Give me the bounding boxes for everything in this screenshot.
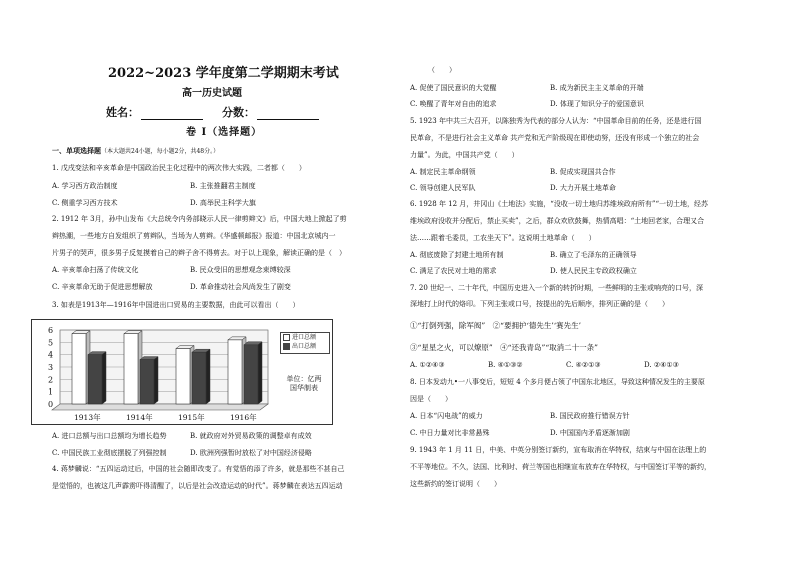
y-tick-label: 5 bbox=[48, 338, 54, 348]
q2-option-c[interactable]: C. 辛亥革命无助于促进思想解放 bbox=[52, 283, 153, 291]
q4-paren: （ ） bbox=[428, 66, 456, 74]
q1-option-b[interactable]: B. 主张推翻君主制度 bbox=[190, 182, 256, 190]
q7-line1: 7. 20 世纪一、二十年代，中国历史进入一个新的转折时期，一些鲜明的主张或响亮的口号，深 bbox=[410, 284, 704, 292]
q5-line3: 力量”。为此，中国共产党（ ） bbox=[410, 151, 519, 159]
q6-line3: 法……跟着毛委员，工农坐天下”。这说明土地革命（ ） bbox=[410, 234, 596, 242]
x-tick-label: 1916年 bbox=[230, 413, 257, 422]
x-tick-label: 1913年 bbox=[74, 413, 101, 422]
q2-line2: 辫热潮，一些地方自发组织了剪辫队，当场为人剪辫。《华盛顿邮报》报道：中国北京城内一 bbox=[52, 232, 336, 240]
q2-line3: 片男子的哭声，很多男子反复摸着自己的辫子舍不得剪去。对于以上现象，解读正确的是（ ） bbox=[52, 249, 346, 257]
q3-option-b[interactable]: B. 就政府对外贸易政策的调整卓有成效 bbox=[190, 432, 312, 440]
q8-option-a[interactable]: A. 日本“闪电战”的威力 bbox=[410, 412, 483, 420]
q6-option-d[interactable]: D. 使人民民主专政政权确立 bbox=[550, 267, 637, 275]
q4-option-d[interactable]: D. 体现了知识分子的爱国意识 bbox=[550, 100, 644, 108]
y-tick-label: 0 bbox=[48, 400, 54, 409]
legend-export-label: 出口总额 bbox=[292, 343, 317, 350]
bar-import bbox=[176, 349, 190, 405]
name-label: 姓名： bbox=[106, 106, 139, 119]
q3-option-d[interactable]: D. 欧洲列强暂时放松了对中国经济侵略 bbox=[190, 449, 312, 457]
bar-side bbox=[154, 357, 158, 404]
q1-option-d[interactable]: D. 高举民主科学大旗 bbox=[190, 199, 256, 207]
q9-line3: 这些新约的签订说明（ ） bbox=[410, 480, 501, 488]
q8-option-d[interactable]: D. 中国国内矛盾逐渐加剧 bbox=[550, 429, 630, 437]
trade-chart bbox=[31, 319, 333, 425]
name-field bbox=[106, 106, 203, 120]
q1-option-c[interactable]: C. 侧重学习西方技术 bbox=[52, 199, 118, 207]
x-tick-label: 1915年 bbox=[178, 413, 205, 422]
bar-side bbox=[206, 349, 210, 404]
bar-side bbox=[102, 352, 106, 404]
legend-swatch-import bbox=[283, 334, 290, 341]
q1-option-a[interactable]: A. 学习西方政治制度 bbox=[52, 182, 118, 190]
q2-option-b[interactable]: B. 民众受旧的思想观念束缚较深 bbox=[190, 266, 291, 274]
q3-option-c[interactable]: C. 中国民族工业彻底摆脱了列强控制 bbox=[52, 449, 167, 457]
y-tick-label: 1 bbox=[48, 387, 54, 397]
chart-unit bbox=[280, 375, 328, 393]
q4-line2: 是觉悟的，也被这几声霹雳吓得清醒了，以后是社会改造运动的时代”。蒋梦麟在表达五四运动 bbox=[52, 482, 343, 490]
q9-line2: 不平等地位。不久，法国、比利时、荷兰等国也相继宣布放弃在华特权，与中国签订平等的新约， bbox=[410, 463, 711, 471]
bar-import bbox=[124, 334, 138, 404]
bar-import bbox=[72, 334, 86, 404]
legend-import-label: 进口总额 bbox=[292, 334, 317, 341]
q8-line1: 8. 日本发动九•一八事变后，短短 4 个多月便占领了中国东北地区，导致这种情况发生的主要原 bbox=[410, 378, 705, 386]
section-heading bbox=[52, 146, 219, 156]
q6-option-c[interactable]: C. 满足了农民对土地的需求 bbox=[410, 267, 497, 275]
q4-option-b[interactable]: B. 成为新民主主义革命的开端 bbox=[550, 84, 644, 92]
exam-subtitle: 高一历史试题 bbox=[182, 88, 242, 99]
q5-option-c[interactable]: C. 领导创建人民军队 bbox=[410, 184, 476, 192]
q3-option-a[interactable]: A. 进口总额与出口总额均为增长趋势 bbox=[52, 432, 167, 440]
legend-export bbox=[283, 342, 329, 351]
bar-export bbox=[88, 355, 102, 404]
score-label: 分数： bbox=[222, 106, 255, 119]
y-tick-label: 2 bbox=[48, 375, 54, 385]
q4-option-a[interactable]: A. 促使了国民意识的大觉醒 bbox=[410, 84, 497, 92]
q7-option-a[interactable]: A. ①②④③ bbox=[410, 361, 445, 369]
score-blank[interactable] bbox=[257, 108, 319, 120]
q8-option-c[interactable]: C. 中日力量对比非常悬殊 bbox=[410, 429, 490, 437]
q6-line1: 6. 1928 年 12 月，井冈山《土地法》实施，“没收一切土地归苏维埃政府所有”“一切土地，经苏 bbox=[410, 200, 709, 208]
part-title: 卷 I（选择题） bbox=[186, 127, 263, 138]
q6-option-a[interactable]: A. 彻底废除了封建土地所有制 bbox=[410, 251, 504, 259]
q4-line1: 4. 蒋梦麟说：“五四运动过后，中国的社会随即改变了。有觉悟的添了许多，就是那些不甚自己 bbox=[52, 465, 345, 473]
q2-line1: 2. 1912 年 3月，孙中山发布《大总统令内务部晓示人民一律剪辫文》后，中国大地上掀起了剪 bbox=[52, 215, 347, 223]
q6-option-b[interactable]: B. 确立了毛泽东的正确领导 bbox=[550, 251, 637, 259]
q7-option-d[interactable]: D. ②④①③ bbox=[644, 361, 679, 369]
plot-floor bbox=[52, 404, 268, 410]
q5-option-b[interactable]: B. 促成实现国共合作 bbox=[550, 168, 616, 176]
q2-option-d[interactable]: D. 革命推动社会风尚发生了剧变 bbox=[190, 283, 291, 291]
exam-title: 2022~2023 学年度第二学期期末考试 bbox=[108, 66, 339, 81]
score-field bbox=[222, 106, 319, 120]
q5-line1: 5. 1923 年中共三大召开，以陈独秀为代表的部分人认为：“中国革命目前的任务，还是进行国 bbox=[410, 117, 702, 125]
bar-export bbox=[192, 352, 206, 404]
section-note: （本大题共24小题，每小题2分，共48分。） bbox=[101, 148, 220, 155]
q8-line2: 因是（ ） bbox=[410, 395, 452, 403]
chart-unit-line2: 国华制表 bbox=[290, 384, 318, 392]
q7-items-1: ①“打倒列强，除军阀” ②“要拥护‘德先生’‘赛先生’ bbox=[410, 321, 582, 330]
q5-option-d[interactable]: D. 大力开展土地革命 bbox=[550, 184, 616, 192]
q3-stem: 3. 如表是1913年—1916年中国进出口贸易的主要数据，由此可以看出（ ） bbox=[52, 301, 300, 309]
chart-legend bbox=[280, 332, 330, 354]
q8-option-b[interactable]: B. 国民政府推行错误方针 bbox=[550, 412, 630, 420]
q7-option-c[interactable]: C. ④②①③ bbox=[566, 361, 601, 369]
q2-option-a[interactable]: A. 辛亥革命扫荡了传统文化 bbox=[52, 266, 139, 274]
bar-side bbox=[258, 342, 262, 404]
q7-line2: 深地打上时代的烙印。下列主张或口号，按提出的先后顺序，排列正确的是（ ） bbox=[410, 300, 669, 308]
q1-stem: 1. 戊戌变法和辛亥革命是中国政治民主化过程中的两次伟大实践，二者都（ ） bbox=[52, 164, 306, 172]
legend-import bbox=[283, 333, 329, 342]
q6-line2: 维埃政府没收并分配后，禁止买卖”，之后，群众欢欣鼓舞，热情高唱：“土地回老家，合理又合 bbox=[410, 217, 705, 225]
bar-export bbox=[244, 345, 258, 404]
legend-swatch-export bbox=[283, 343, 290, 350]
chart-unit-line1: 单位：亿两 bbox=[286, 375, 322, 383]
x-tick-label: 1914年 bbox=[126, 413, 153, 422]
y-tick-label: 6 bbox=[48, 326, 54, 335]
q5-line2: 民革命，不是进行社会主义革命 共产党和无产阶级现在即使动努，还没有形成一个独立的社会 bbox=[410, 134, 700, 142]
y-tick-label: 4 bbox=[48, 350, 54, 360]
bar-export bbox=[140, 360, 154, 404]
bar-import bbox=[228, 340, 242, 404]
section-head: 一、单项选择题 bbox=[52, 146, 101, 155]
q9-line1: 9. 1943 年 1 月 11 日，中美、中英分别签订新约，宣布取消在华特权，结束与中国在法理上的 bbox=[410, 446, 707, 454]
q7-items-2: ③“星星之火，可以燎原” ④“还我青岛”“取消二十一条” bbox=[410, 343, 599, 352]
y-tick-label: 3 bbox=[48, 363, 54, 372]
q5-option-a[interactable]: A. 制定民主革命纲领 bbox=[410, 168, 476, 176]
q4-option-c[interactable]: C. 唤醒了青年对自由的追求 bbox=[410, 100, 497, 108]
name-blank[interactable] bbox=[141, 108, 203, 120]
q7-option-b[interactable]: B. ④①③② bbox=[488, 361, 523, 369]
